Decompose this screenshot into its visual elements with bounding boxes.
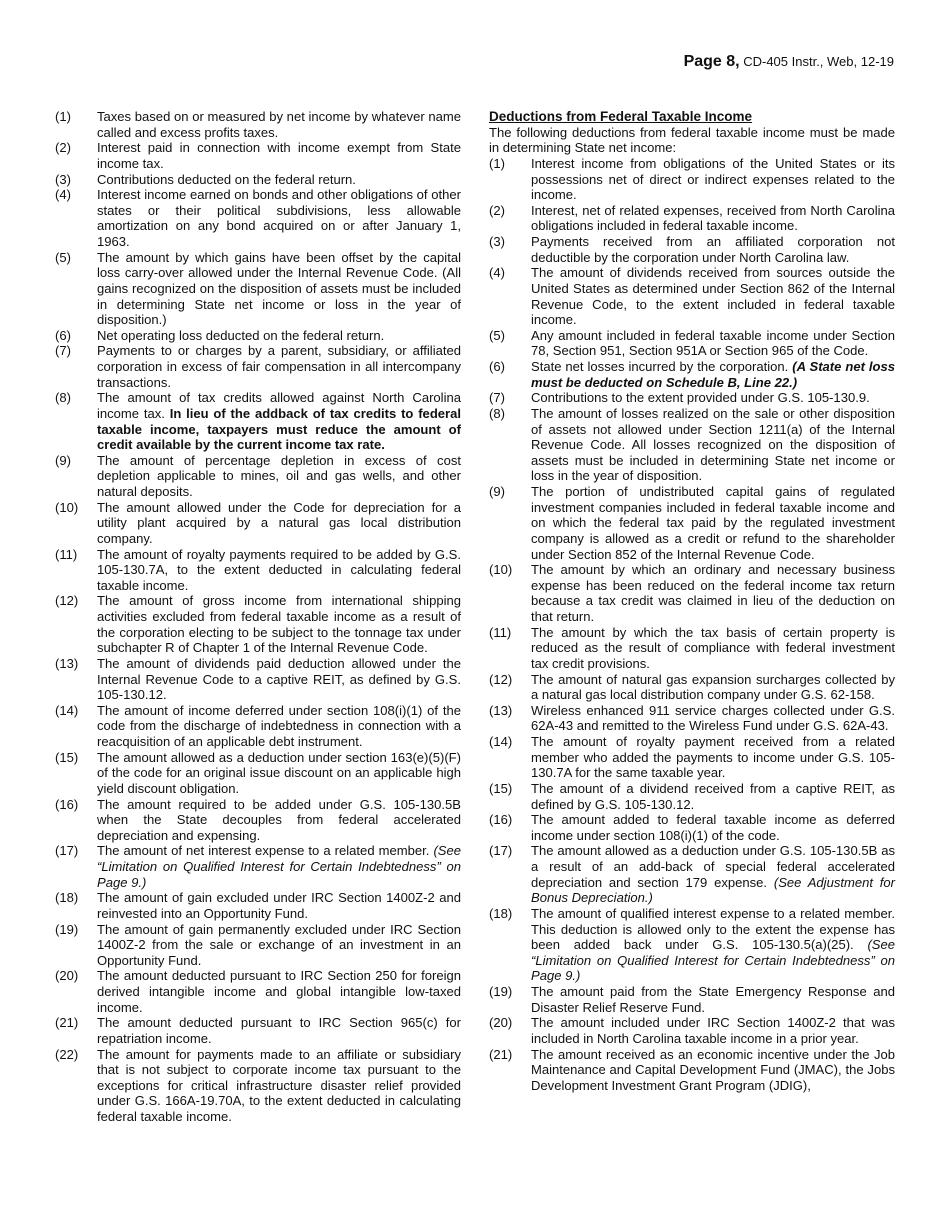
- item-body: Interest income from obligations of the United States or its possessions net of direct or indirect expenses related to the income.: [531, 155, 895, 203]
- list-item: [489, 234, 895, 265]
- list-item: [489, 906, 895, 984]
- list-item: [55, 922, 461, 969]
- list-item: [55, 453, 461, 500]
- item-text: [97, 547, 461, 594]
- item-body: Contributions deducted on the federal return.: [97, 171, 356, 187]
- item-body: Interest paid in connection with income exempt from State income tax.: [97, 140, 461, 171]
- item-body: The portion of undistributed capital gains of regulated investment companies included in federal taxable income and on which the federal tax paid by the regulated investment company is allowed as a credit or refund to the shareholder under Section 852 of the Internal Revenue Code.: [531, 484, 895, 562]
- item-text: [531, 625, 895, 672]
- item-number: (16): [55, 796, 79, 812]
- item-number: (12): [55, 593, 79, 609]
- item-body: The amount for payments made to an affiliate or subsidiary that is not subject to corporate income tax pursuant to the exceptions for critical infrastructure disaster relief provided under G.S. 166A-19.70A, to the extent deducted in calculating federal taxable income.: [97, 1046, 461, 1124]
- item-text: [531, 1015, 895, 1046]
- item-text: [531, 562, 895, 625]
- item-number: (15): [489, 780, 513, 796]
- item-number: (11): [489, 624, 512, 640]
- right-column-deductions: [489, 109, 895, 1093]
- item-body: The amount of qualified interest expense to a related member. This deduction is allowed only to the extent the expense has been added back under G.S. 105-130.5(a)(25).: [531, 905, 895, 953]
- item-number: (17): [55, 843, 79, 859]
- item-body: The amount allowed under the Code for depreciation for a utility plant acquired by a natural gas local distribution company.: [97, 499, 461, 546]
- list-item: [489, 156, 895, 203]
- list-item: [55, 890, 461, 921]
- list-item: [489, 1047, 895, 1094]
- item-number: (13): [489, 702, 513, 718]
- item-text: [531, 812, 895, 843]
- item-text: [531, 843, 895, 906]
- list-item: [489, 265, 895, 328]
- list-item: [55, 172, 461, 188]
- item-text: [531, 781, 895, 812]
- item-number: (6): [55, 327, 71, 343]
- list-item: [489, 812, 895, 843]
- item-number: (5): [55, 249, 71, 265]
- item-text: [97, 797, 461, 844]
- item-text: [97, 968, 461, 1015]
- item-number: (12): [489, 671, 513, 687]
- item-number: (21): [489, 1046, 513, 1062]
- item-number: (15): [55, 749, 79, 765]
- item-body: The amount allowed as a deduction under section 163(e)(5)(F) of the code for an original issue discount on an applicable high yield discount obligation.: [97, 749, 461, 796]
- item-text: [531, 390, 895, 406]
- item-body: The amount required to be added under G.S. 105-130.5B when the State decouples from federal accelerated depreciation and expensing.: [97, 796, 461, 843]
- item-number: (20): [55, 968, 79, 984]
- item-number: (3): [489, 234, 505, 249]
- item-body: Payments received from an affiliated corporation not deductible by the corporation under North Carolina law.: [531, 234, 895, 265]
- item-bold-note: In lieu of the addback of tax credits to federal taxable income, taxpayers must reduce the amount of credit available by the current income tax rate.: [97, 405, 462, 453]
- item-body: The amount received as an economic incentive under the Job Maintenance and Capital Development Fund (JMAC), the Jobs Development Investment Grant Program (JDIG),: [531, 1046, 895, 1093]
- item-number: (9): [55, 452, 71, 468]
- item-body: Payments to or charges by a parent, subsidiary, or affiliated corporation in excess of fair compensation in all intercompany transactions.: [97, 343, 461, 390]
- item-number: (4): [489, 265, 505, 281]
- item-body: The amount of gain excluded under IRC Section 1400Z-2 and reinvested into an Opportunity Fund.: [97, 890, 461, 921]
- item-body: The amount of income deferred under section 108(i)(1) of the code from the discharge of indebtedness in connection with a reacquisition of an applicable debt instrument.: [97, 702, 461, 749]
- item-number: (6): [489, 359, 505, 374]
- item-number: (1): [489, 155, 505, 171]
- item-number: (7): [489, 390, 505, 406]
- item-body: The amount of a dividend received from a captive REIT, as defined by G.S. 105-130.12.: [531, 780, 895, 812]
- item-body: The amount of tax credits allowed against North Carolina income tax.: [97, 390, 461, 421]
- item-text: [531, 328, 895, 359]
- list-item: [55, 1015, 461, 1046]
- item-number: (8): [55, 390, 71, 406]
- item-body: Any amount included in federal taxable income under Section 78, Section 951, Section 951A or Section 965 of the Code.: [531, 327, 895, 359]
- item-body: State net losses incurred by the corporation.: [531, 359, 789, 374]
- item-body: Taxes based on or measured by net income by whatever name called and excess profits taxes.: [97, 109, 461, 140]
- page-header: [684, 53, 894, 71]
- item-text: [97, 750, 461, 797]
- list-item: [55, 1047, 461, 1125]
- item-text: [97, 390, 461, 453]
- item-body: The amount of losses realized on the sale or other disposition of assets not allowed under Section 1211(a) of the Internal Revenue Code. All losses recognized on the disposition of assets must be included in determining State net income or loss in the year of disposition.: [531, 405, 895, 484]
- item-body: Wireless enhanced 911 service charges collected under G.S. 62A-43 and remitted to the Wireless Fund under G.S. 62A-43.: [531, 702, 895, 734]
- list-item: [489, 734, 895, 781]
- item-text: [531, 359, 895, 390]
- item-number: (19): [55, 921, 79, 937]
- item-text: [97, 843, 461, 890]
- item-number: (7): [55, 343, 71, 359]
- item-bold-italic-note: (A State net loss must be deducted on Schedule B, Line 22.): [531, 359, 896, 390]
- item-body: The amount deducted pursuant to IRC Section 965(c) for repatriation income.: [97, 1015, 461, 1046]
- left-column-additions: [55, 109, 461, 1125]
- item-number: (10): [55, 499, 79, 515]
- item-number: (17): [489, 843, 513, 859]
- list-item: [489, 406, 895, 484]
- item-text: [531, 265, 895, 328]
- list-item: [489, 328, 895, 359]
- list-item: [55, 750, 461, 797]
- item-text: [97, 593, 461, 656]
- list-item: [489, 484, 895, 562]
- item-text: [531, 234, 895, 265]
- item-number: (16): [489, 812, 513, 828]
- item-body: The amount included under IRC Section 1400Z-2 that was included in North Carolina taxable income in a prior year.: [531, 1015, 895, 1046]
- item-number: (11): [55, 546, 78, 562]
- item-body: The amount of gain permanently excluded under IRC Section 1400Z-2 from the sale or exchange of an investment in an Opportunity Fund.: [97, 921, 461, 968]
- deductions-list: [489, 156, 895, 1094]
- list-item: [55, 500, 461, 547]
- item-text: [531, 672, 895, 703]
- list-item: [55, 390, 461, 453]
- list-item: [55, 140, 461, 171]
- item-text: [531, 406, 895, 484]
- item-text: [531, 1047, 895, 1094]
- item-body: The amount of royalty payments required to be added by G.S. 105-130.7A, to the extent deducted in calculating federal taxable income.: [97, 546, 461, 593]
- list-item: [55, 343, 461, 390]
- list-item: [489, 781, 895, 812]
- item-text: [97, 922, 461, 969]
- item-body: The amount paid from the State Emergency Response and Disaster Relief Reserve Fund.: [531, 984, 895, 1015]
- item-number: (19): [489, 984, 513, 999]
- item-italic-note: (See “Limitation on Qualified Interest for Certain Indebtedness” on Page 9.): [531, 937, 895, 984]
- item-text: [97, 343, 461, 390]
- list-item: [489, 203, 895, 234]
- list-item: [489, 703, 895, 734]
- item-number: (13): [55, 655, 79, 671]
- item-text: [97, 500, 461, 547]
- item-text: [97, 140, 461, 171]
- item-body: Interest income earned on bonds and other obligations of other states or their political subdivisions, less allowable amortization on any bond acquired on or after January 1, 1963.: [97, 187, 461, 249]
- list-item: [55, 328, 461, 344]
- item-number: (22): [55, 1046, 79, 1062]
- item-text: [97, 187, 461, 250]
- item-body: The amount of natural gas expansion surcharges collected by a natural gas local distribution company under G.S. 62-158.: [531, 671, 895, 703]
- item-number: (2): [55, 140, 71, 156]
- item-number: (5): [489, 327, 505, 343]
- item-body: Contributions to the extent provided under G.S. 105-130.9.: [531, 390, 870, 406]
- list-item: [55, 109, 461, 140]
- item-text: [97, 1015, 461, 1046]
- list-item: [55, 703, 461, 750]
- item-body: Net operating loss deducted on the federal return.: [97, 327, 385, 343]
- section-heading: Deductions from Federal Taxable Income: [489, 109, 753, 124]
- item-text: [97, 656, 461, 703]
- form-id: CD-405 Instr., Web, 12-19: [743, 54, 894, 69]
- item-body: The amount of royalty payment received from a related member who added the payments to income under G.S. 105-130.7A for the same taxable year.: [531, 734, 895, 781]
- item-italic-note: (See “Limitation on Qualified Interest for Certain Indebtedness” on Page 9.): [97, 843, 461, 890]
- item-text: [97, 109, 461, 140]
- list-item: [55, 187, 461, 250]
- list-item: [55, 656, 461, 703]
- list-item: [55, 250, 461, 328]
- list-item: [489, 672, 895, 703]
- item-body: Interest, net of related expenses, received from North Carolina obligations included in federal taxable income.: [531, 202, 895, 234]
- item-body: The amount of percentage depletion in excess of cost depletion applicable to mines, oil and gas wells, and other natural deposits.: [97, 452, 461, 499]
- item-text: [97, 250, 461, 328]
- list-item: [55, 547, 461, 594]
- item-text: [97, 172, 461, 188]
- item-body: The amount of net interest expense to a related member.: [97, 843, 430, 859]
- item-body: The amount by which gains have been offset by the capital loss carry-over allowed under the Internal Revenue Code. (All gains recognized on the disposition of assets must be included in determining State net income or loss in the year of disposition.): [97, 249, 461, 328]
- list-item: [489, 562, 895, 625]
- list-item: [489, 359, 895, 390]
- item-text: [97, 703, 461, 750]
- item-number: (21): [55, 1015, 79, 1031]
- item-number: (18): [489, 905, 513, 921]
- item-number: (1): [55, 109, 71, 124]
- item-italic-note: (See Adjustment for Bonus Depreciation.): [531, 874, 895, 906]
- list-item: [489, 843, 895, 906]
- item-text: [97, 453, 461, 500]
- list-item: [489, 390, 895, 406]
- item-body: The amount by which an ordinary and necessary business expense has been reduced on the federal income tax return because a tax credit was claimed in lieu of the deduction on that return.: [531, 562, 895, 624]
- item-text: [531, 734, 895, 781]
- list-item: [55, 797, 461, 844]
- item-body: The amount of gross income from international shipping activities excluded from federal taxable income as a result of the corporation electing to be subject to the tonnage tax under subchapter R of Chapter 1 of the Internal Revenue Code.: [97, 593, 461, 656]
- page-number: Page 8,: [683, 53, 740, 70]
- item-text: [531, 156, 895, 203]
- item-body: The amount of dividends paid deduction allowed under the Internal Revenue Code to a captive REIT, as defined by G.S. 105-130.12.: [97, 655, 461, 703]
- item-number: (14): [489, 734, 513, 749]
- list-item: [489, 1015, 895, 1046]
- item-text: [97, 890, 461, 921]
- item-text: [97, 328, 461, 344]
- item-number: (14): [55, 702, 79, 718]
- item-text: [97, 1047, 461, 1125]
- item-number: (4): [55, 187, 71, 203]
- item-body: The amount deducted pursuant to IRC Section 250 for foreign derived intangible income and global intangible low-taxed income.: [97, 968, 461, 1015]
- item-text: [531, 203, 895, 234]
- item-number: (2): [489, 202, 505, 218]
- list-item: [489, 984, 895, 1015]
- item-text: [531, 703, 895, 734]
- list-item: [55, 593, 461, 656]
- item-number: (20): [489, 1015, 513, 1031]
- item-number: (9): [489, 484, 505, 499]
- item-text: [531, 984, 895, 1015]
- item-body: The amount of dividends received from sources outside the United States as determined under Section 862 of the Internal Revenue Code, to the extent included in federal taxable income.: [531, 265, 895, 328]
- item-text: [531, 906, 895, 984]
- list-item: [489, 625, 895, 672]
- item-number: (18): [55, 890, 79, 906]
- item-number: (3): [55, 171, 71, 187]
- item-body: The amount added to federal taxable income as deferred income under section 108(i)(1) of the code.: [531, 812, 895, 843]
- item-body: The amount by which the tax basis of certain property is reduced as the result of compliance with federal investment tax credit provisions.: [531, 624, 895, 671]
- list-item: [55, 843, 461, 890]
- item-number: (10): [489, 562, 513, 578]
- item-text: [531, 484, 895, 562]
- item-body: The amount allowed as a deduction under G.S. 105-130.5B as a result of an add-back of special federal accelerated depreciation and section 179 expense.: [531, 843, 895, 890]
- list-item: [55, 968, 461, 1015]
- section-intro: The following deductions from federal taxable income must be made in determining State net income:: [489, 124, 895, 156]
- item-number: (8): [489, 405, 505, 421]
